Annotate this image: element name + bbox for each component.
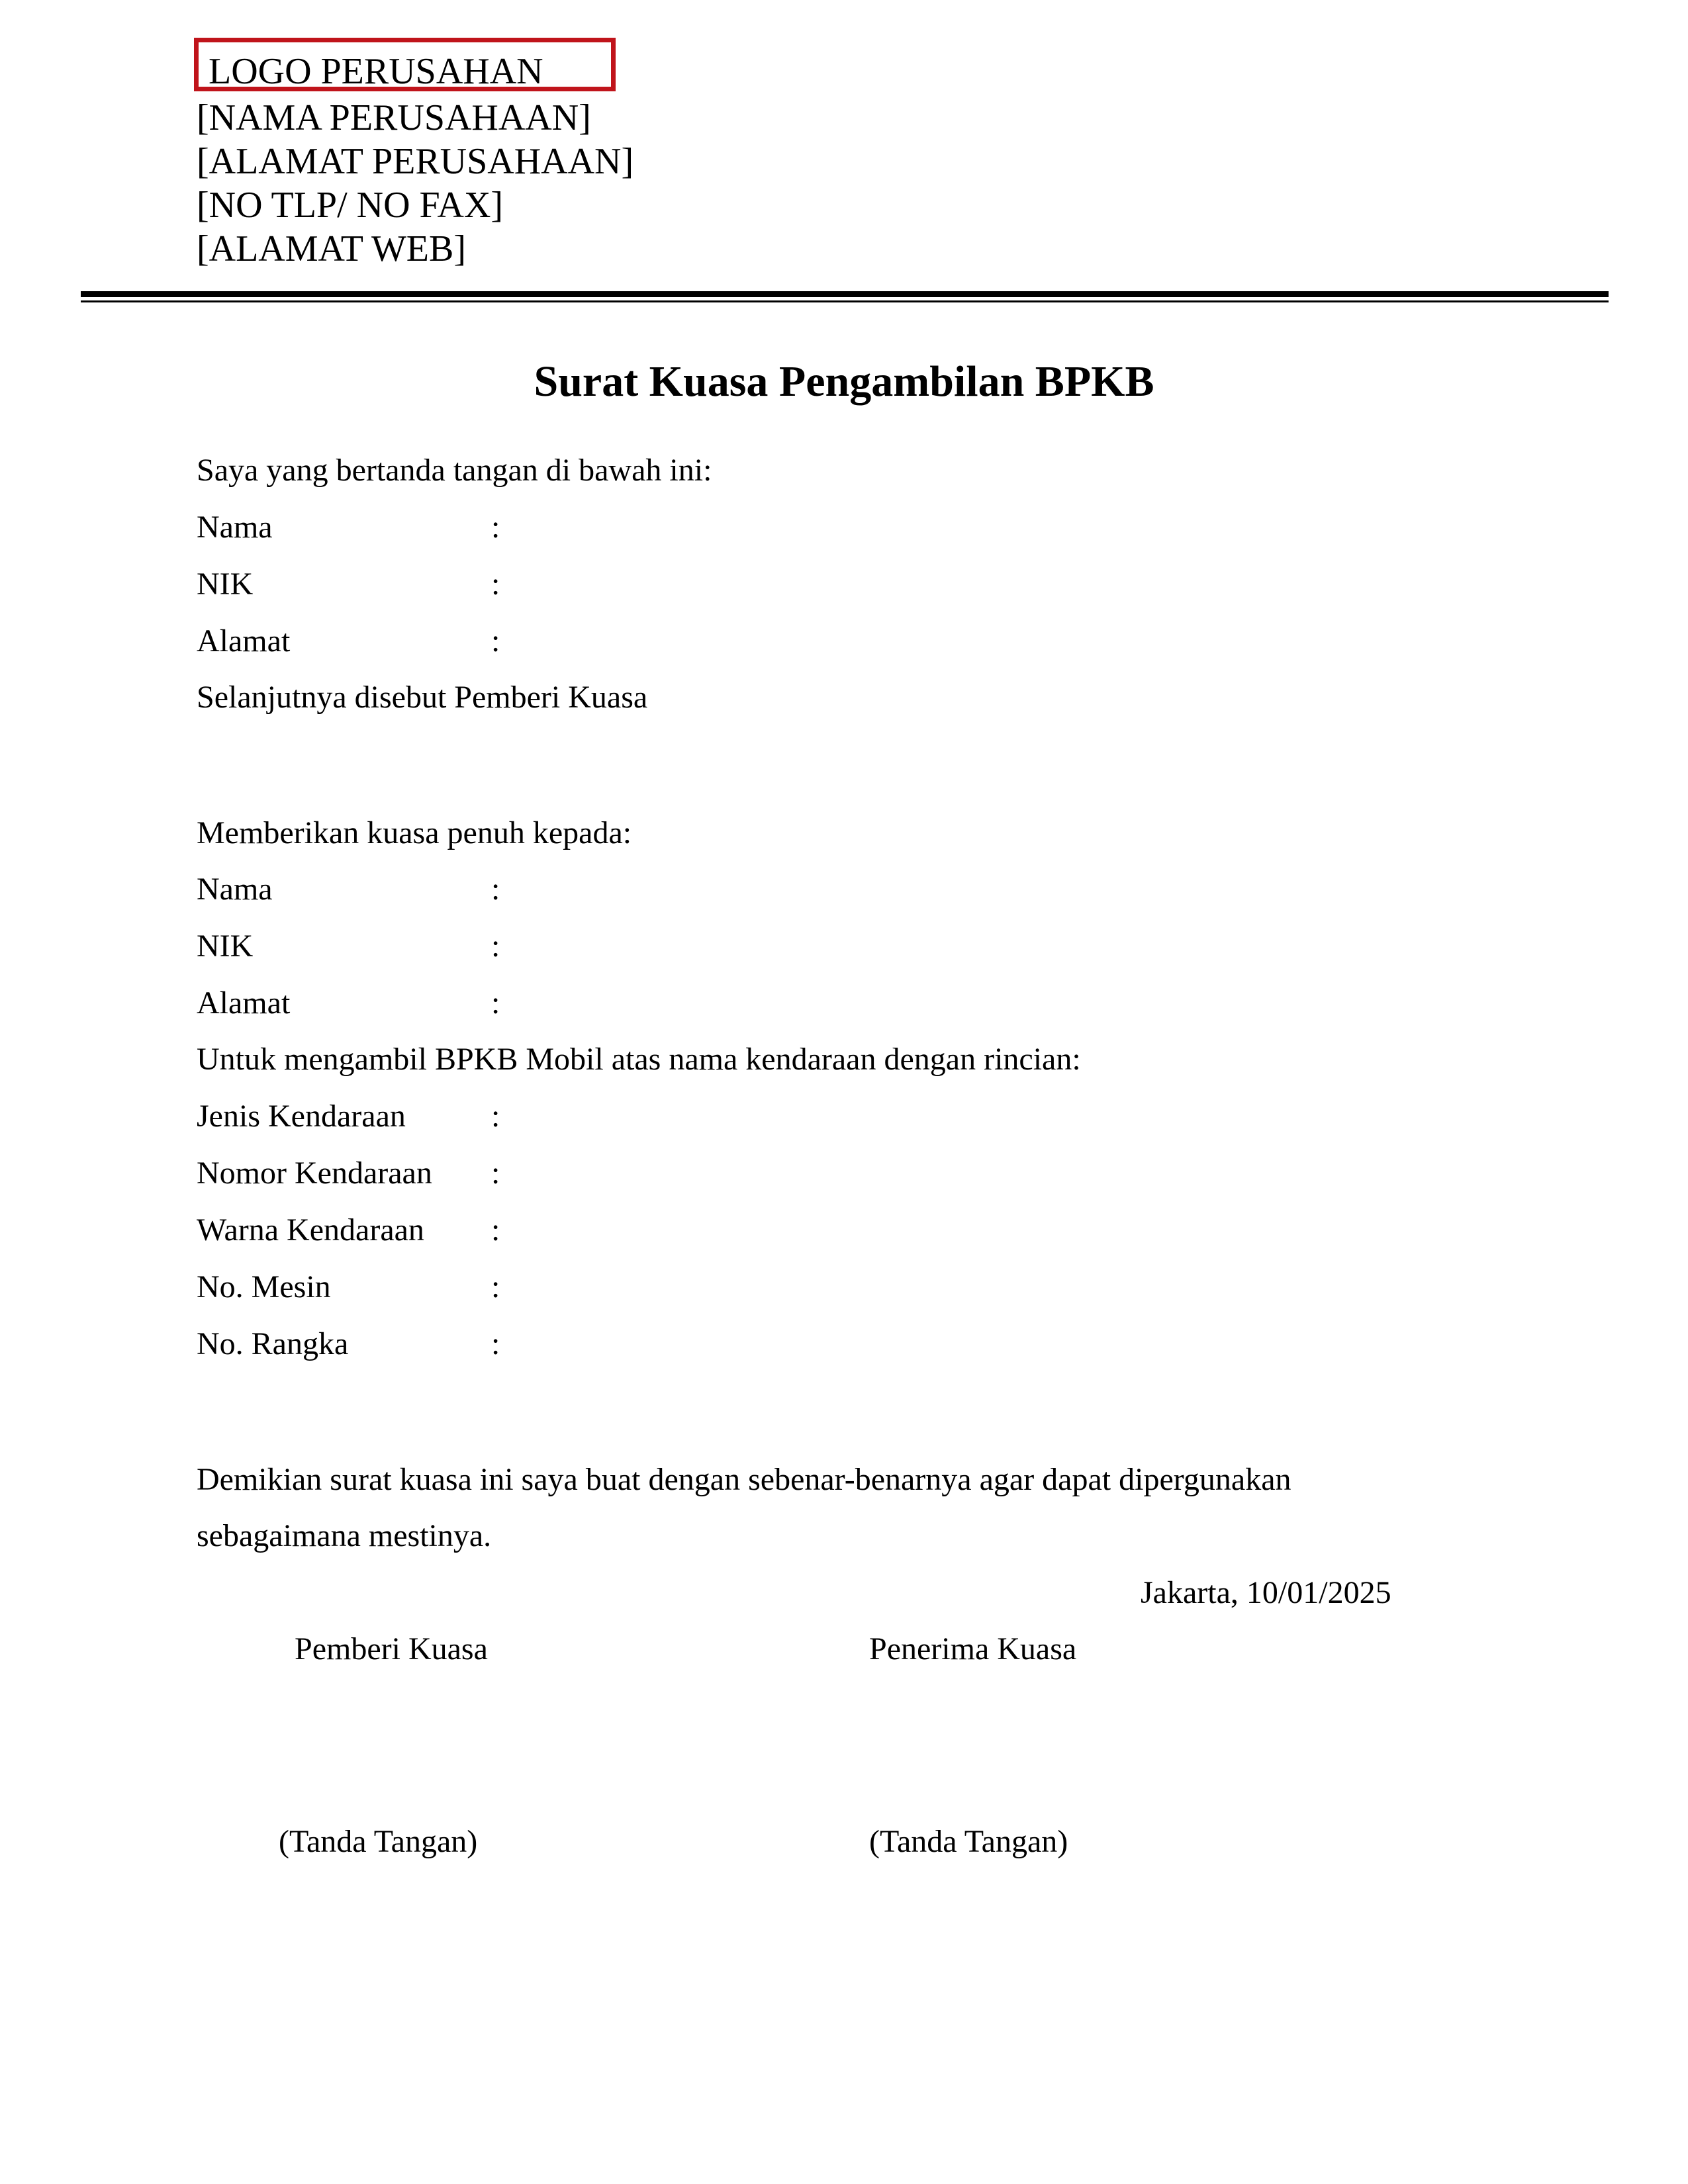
grantor-nik-label: NIK (197, 567, 254, 602)
vehicle-number-label: Nomor Kendaraan (197, 1156, 432, 1191)
closing-paragraph-line2: sebagaimana mestinya. (197, 1518, 492, 1553)
grantor-name-label: Nama (197, 510, 273, 545)
grantor-signature-placeholder: (Tanda Tangan) (279, 1824, 478, 1859)
document-title: Surat Kuasa Pengambilan BPKB (534, 357, 1154, 406)
engine-number-label: No. Mesin (197, 1269, 331, 1304)
letterhead-divider (81, 291, 1609, 297)
grantee-name-label: Nama (197, 872, 273, 907)
intro-text: Saya yang bertanda tangan di bawah ini: (197, 453, 712, 488)
purpose-text: Untuk mengambil BPKB Mobil atas nama kendaraan dengan rincian: (197, 1042, 1081, 1077)
vehicle-type-colon: : (491, 1099, 500, 1134)
grantee-address-label: Alamat (197, 985, 291, 1021)
grantee-signature-placeholder: (Tanda Tangan) (869, 1824, 1068, 1859)
vehicle-color-label: Warna Kendaraan (197, 1212, 424, 1248)
chassis-number-colon: : (491, 1326, 500, 1361)
company-logo-placeholder (194, 38, 616, 91)
vehicle-type-label: Jenis Kendaraan (197, 1099, 406, 1134)
company-name: [NAMA PERUSAHAAN] (197, 97, 591, 138)
vehicle-color-colon: : (491, 1212, 500, 1248)
company-address: [ALAMAT PERUSAHAAN] (197, 141, 634, 182)
grantor-note: Selanjutnya disebut Pemberi Kuasa (197, 680, 648, 715)
grantor-nik-colon: : (491, 567, 500, 602)
closing-paragraph-line1: Demikian surat kuasa ini saya buat dengan sebenar-benarnya agar dapat dipergunakan (197, 1462, 1291, 1497)
grant-intro: Memberikan kuasa penuh kepada: (197, 815, 632, 850)
grantor-signature-title: Pemberi Kuasa (295, 1631, 488, 1666)
grantee-address-colon: : (491, 985, 500, 1021)
grantee-signature-title: Penerima Kuasa (869, 1631, 1077, 1666)
grantor-name-colon: : (491, 510, 500, 545)
grantee-name-colon: : (491, 872, 500, 907)
grantee-nik-label: NIK (197, 929, 254, 964)
company-website: [ALAMAT WEB] (197, 228, 467, 269)
engine-number-colon: : (491, 1269, 500, 1304)
grantor-address-label: Alamat (197, 623, 291, 659)
place-date: Jakarta, 10/01/2025 (1141, 1575, 1391, 1610)
chassis-number-label: No. Rangka (197, 1326, 349, 1361)
logo-text: LOGO PERUSAHAN (209, 51, 543, 92)
company-phone-fax: [NO TLP/ NO FAX] (197, 185, 504, 226)
vehicle-number-colon: : (491, 1156, 500, 1191)
grantee-nik-colon: : (491, 929, 500, 964)
grantor-address-colon: : (491, 623, 500, 659)
letterhead-divider-thin (81, 300, 1609, 302)
